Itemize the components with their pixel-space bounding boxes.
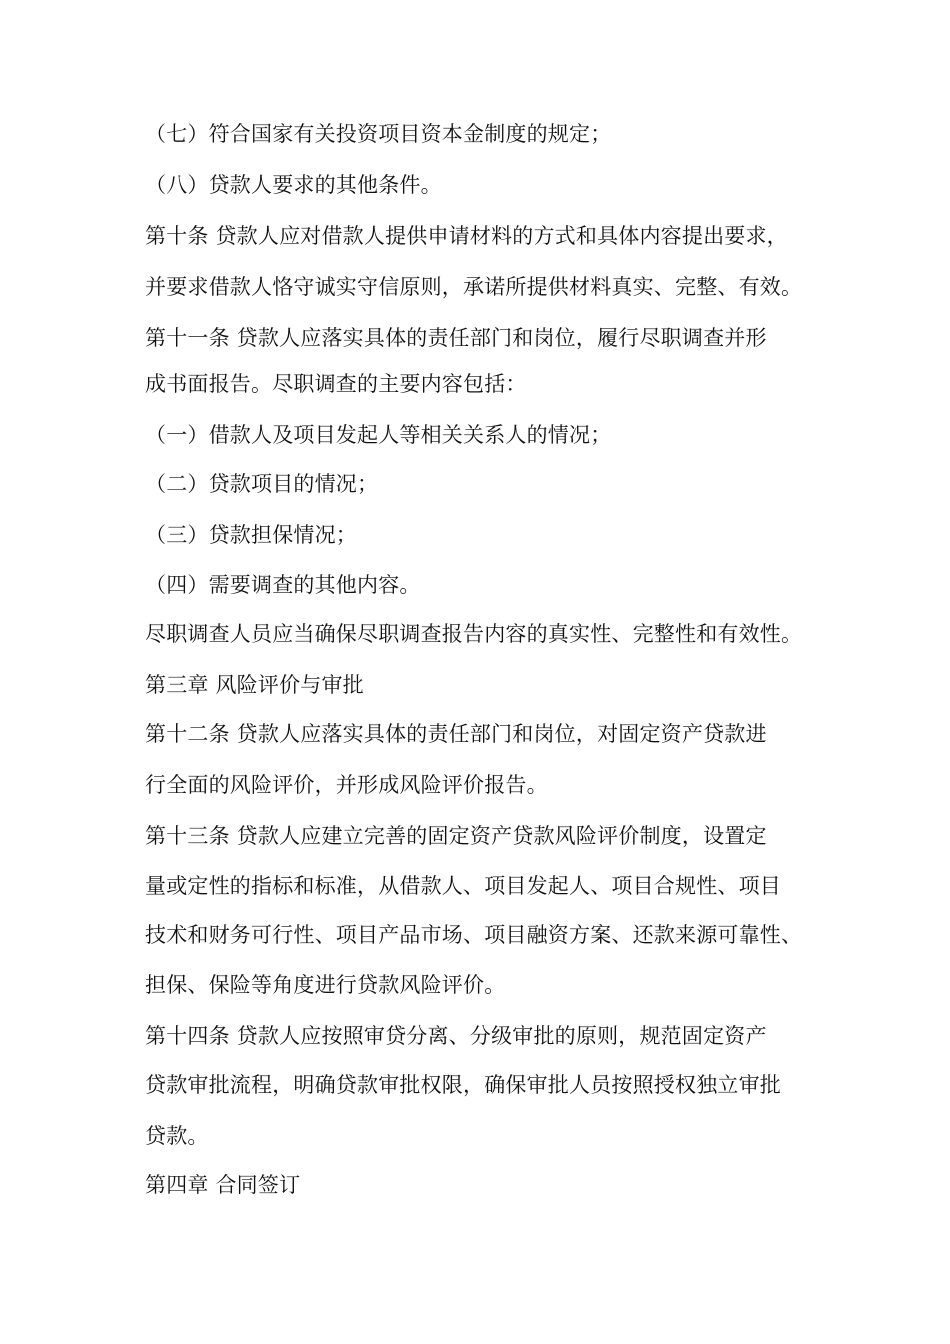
chapter-heading-3: 第三章 风险评价与审批	[145, 673, 364, 697]
text-line-8: （二）贷款项目的情况；	[145, 472, 379, 496]
text-line-15: 第十三条 贷款人应建立完善的固定资产贷款风险评价制度，设置定	[145, 824, 767, 848]
text-line-17: 技术和财务可行性、项目产品市场、项目融资方案、还款来源可靠性、	[145, 923, 803, 947]
text-line-20: 贷款审批流程，明确贷款审批权限，确保审批人员按照授权独立审批	[145, 1073, 781, 1097]
text-line-10: （四）需要调查的其他内容。	[145, 573, 421, 597]
text-line-9: （三）贷款担保情况；	[145, 523, 357, 547]
text-line-14: 行全面的风险评价，并形成风险评价报告。	[145, 773, 548, 797]
text-line-2: （八）贷款人要求的其他条件。	[145, 173, 442, 197]
text-line-19: 第十四条 贷款人应按照审贷分离、分级审批的原则，规范固定资产	[145, 1024, 767, 1048]
text-line-1: （七）符合国家有关投资项目资本金制度的规定；	[145, 122, 612, 146]
text-line-7: （一）借款人及项目发起人等相关关系人的情况；	[145, 423, 612, 447]
text-line-11: 尽职调查人员应当确保尽职调查报告内容的真实性、完整性和有效性。	[145, 622, 803, 646]
text-line-6: 成书面报告。尽职调查的主要内容包括：	[145, 372, 527, 396]
text-line-21: 贷款。	[145, 1124, 209, 1148]
text-line-3: 第十条 贷款人应对借款人提供申请材料的方式和具体内容提出要求，	[145, 224, 788, 248]
text-line-13: 第十二条 贷款人应落实具体的责任部门和岗位，对固定资产贷款进	[145, 722, 767, 746]
text-line-18: 担保、保险等角度进行贷款风险评价。	[145, 973, 506, 997]
text-line-16: 量或定性的指标和标准，从借款人、项目发起人、项目合规性、项目	[145, 874, 781, 898]
text-line-4: 并要求借款人恪守诚实守信原则，承诺所提供材料真实、完整、有效。	[145, 275, 803, 299]
chapter-heading-4: 第四章 合同签订	[145, 1173, 301, 1197]
text-line-5: 第十一条 贷款人应落实具体的责任部门和岗位，履行尽职调查并形	[145, 326, 767, 350]
